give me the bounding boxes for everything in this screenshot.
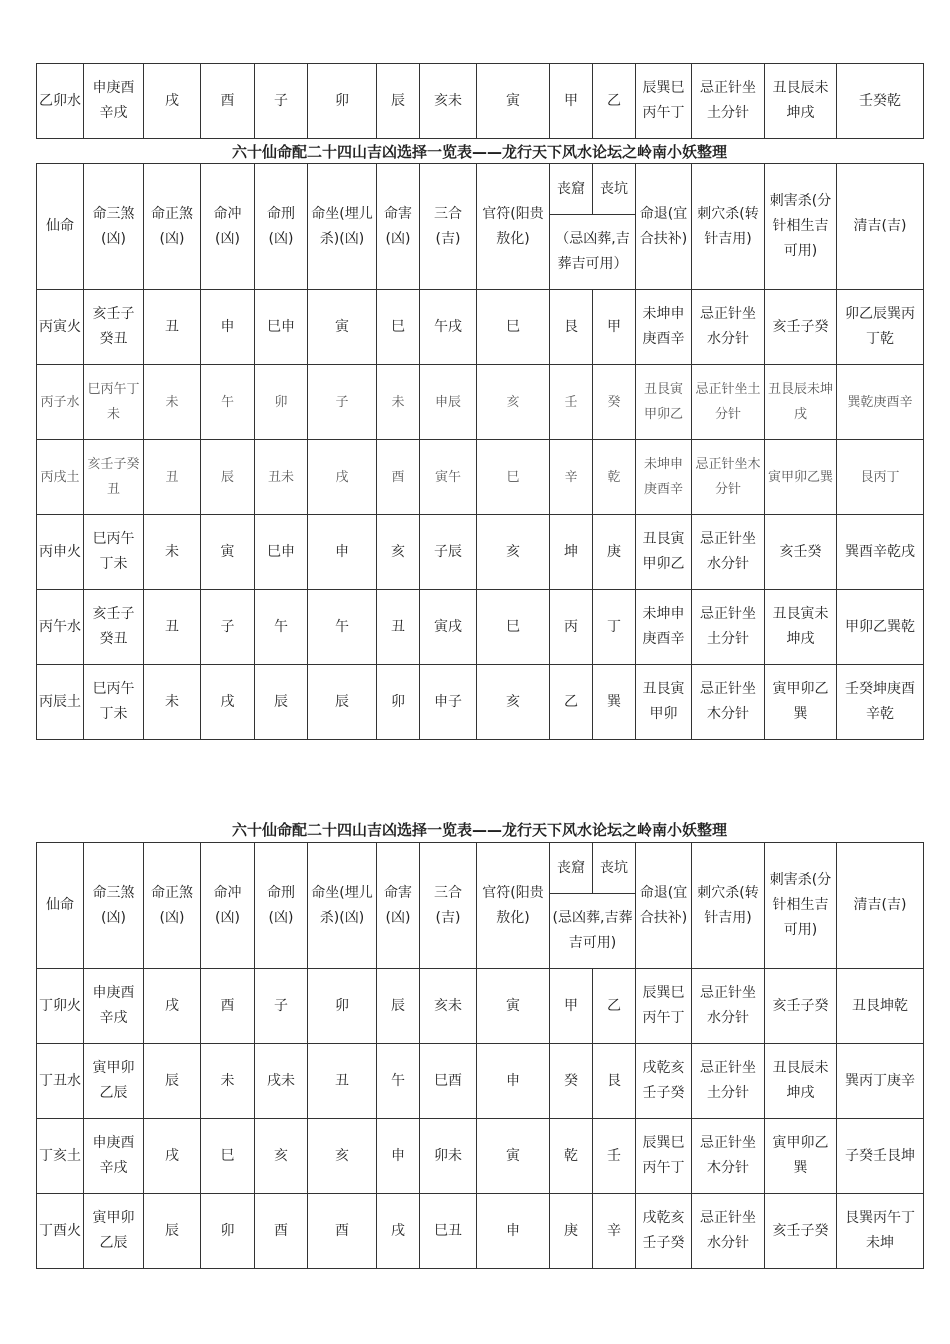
table-row	[37, 515, 924, 590]
table-cell: 亥壬子癸丑	[84, 590, 144, 665]
table-cell: 辰	[377, 969, 420, 1044]
table-cell: 忌正针坐木分针	[692, 665, 765, 740]
table-cell: 亥	[477, 515, 550, 590]
table-cell: 未	[144, 665, 201, 740]
table-cell: 巳申	[255, 290, 308, 365]
table-cell: 午	[201, 365, 255, 440]
table-cell: 子辰	[420, 515, 477, 590]
row-xianming-cell: 丁酉火	[37, 1194, 84, 1269]
table-cell: 忌正针坐木分针	[692, 440, 765, 515]
table-cell: 戌	[144, 64, 201, 139]
table-cell: 酉	[201, 969, 255, 1044]
table-cell: 申	[377, 1119, 420, 1194]
header-cixue: 刺穴杀(转针吉用)	[692, 843, 765, 969]
table-cell: 未	[377, 365, 420, 440]
table-cell: 申庚酉辛戌	[84, 64, 144, 139]
table-cell: 亥	[477, 665, 550, 740]
table-cell: 寅	[477, 64, 550, 139]
table-cell: 巽丙丁庚辛	[837, 1044, 924, 1119]
table-cell: 忌正针坐土分针	[692, 64, 765, 139]
header-cihai: 刺害杀(分针相生吉可用)	[765, 843, 837, 969]
table-row	[37, 665, 924, 740]
table-cell: 戌乾亥壬子癸	[636, 1194, 692, 1269]
table-cell: 辰	[201, 440, 255, 515]
table-cell: 辛	[550, 440, 593, 515]
table-cell: 子	[255, 64, 308, 139]
table-cell: 未坤申庚酉辛	[636, 290, 692, 365]
header-sang-note: (忌凶葬,吉葬吉可用)	[550, 894, 636, 969]
table-cell: 寅午	[420, 440, 477, 515]
table-cell: 亥未	[420, 64, 477, 139]
table-cell: 申	[477, 1044, 550, 1119]
table-cell: 卯	[255, 365, 308, 440]
row-xianming-cell: 丁卯火	[37, 969, 84, 1044]
table-title: 六十仙命配二十四山吉凶选择一览表——龙行天下风水论坛之岭南小妖整理	[231, 143, 727, 161]
table-cell: 艮	[593, 1044, 636, 1119]
table-cell: 忌正针坐水分针	[692, 515, 765, 590]
table-cell: 卯	[308, 64, 377, 139]
table-cell: 亥壬癸	[765, 515, 837, 590]
table-cell: 丑	[144, 440, 201, 515]
header-sanhe: 三合(吉)	[420, 843, 477, 969]
table-row	[37, 1194, 924, 1269]
table-row	[37, 590, 924, 665]
table-cell: 申	[201, 290, 255, 365]
table-cell: 巳丙午丁未	[84, 665, 144, 740]
table-cell: 忌正针坐水分针	[692, 1194, 765, 1269]
table-cell: 艮巽丙午丁未坤	[837, 1194, 924, 1269]
table-cell: 亥壬子癸丑	[84, 440, 144, 515]
table-cell: 丑艮辰未坤戌	[765, 64, 837, 139]
table-cell: 壬癸乾	[837, 64, 924, 139]
table-row	[37, 64, 924, 139]
header-guanfu: 官符(阳贵敖化)	[477, 164, 550, 290]
table-cell: 辰	[144, 1044, 201, 1119]
table-cell: 巳丑	[420, 1194, 477, 1269]
table-cell: 丑	[144, 290, 201, 365]
table-cell: 寅甲卯乙辰	[84, 1194, 144, 1269]
header-sangkeng: 丧坑	[593, 843, 636, 894]
table-cell: 亥壬子癸丑	[84, 290, 144, 365]
header-sanhe: 三合(吉)	[420, 164, 477, 290]
row-xianming-cell: 丁丑水	[37, 1044, 84, 1119]
table-cell: 甲	[550, 969, 593, 1044]
header-sansha: 命三煞(凶)	[84, 164, 144, 290]
table-cell: 丑艮坤乾	[837, 969, 924, 1044]
table-row	[37, 365, 924, 440]
header-chong: 命冲(凶)	[201, 164, 255, 290]
table-cell: 寅甲卯乙巽	[765, 665, 837, 740]
table-cell: 亥未	[420, 969, 477, 1044]
header-xing: 命刑(凶)	[255, 164, 308, 290]
table-cell: 丑	[144, 590, 201, 665]
row-xianming-cell: 乙卯水	[37, 64, 84, 139]
table-cell: 亥	[255, 1119, 308, 1194]
table-cell: 戌	[144, 1119, 201, 1194]
table-cell: 卯乙辰巽丙丁乾	[837, 290, 924, 365]
table-cell: 戌	[144, 969, 201, 1044]
table-cell: 寅	[201, 515, 255, 590]
table-cell: 乾	[593, 440, 636, 515]
table-cell: 申庚酉辛戌	[84, 969, 144, 1044]
header-zhengsha: 命正煞(凶)	[144, 164, 201, 290]
table-cell: 申庚酉辛戌	[84, 1119, 144, 1194]
table-cell: 甲卯乙巽乾	[837, 590, 924, 665]
table-cell: 寅戌	[420, 590, 477, 665]
table-cell: 忌正针坐土分针	[692, 365, 765, 440]
table-cell: 戌	[377, 1194, 420, 1269]
header-cihai: 刺害杀(分针相生吉可用)	[765, 164, 837, 290]
table-cell: 辰巽巳丙午丁	[636, 64, 692, 139]
table-cell: 巽乾庚酉辛	[837, 365, 924, 440]
row-xianming-cell: 丙寅火	[37, 290, 84, 365]
table-cell: 戌	[201, 665, 255, 740]
table-cell: 巽酉辛乾戌	[837, 515, 924, 590]
row-xianming-cell: 丙午水	[37, 590, 84, 665]
table-cell: 癸	[593, 365, 636, 440]
row-xianming-cell: 丙申火	[37, 515, 84, 590]
table-cell: 子	[201, 590, 255, 665]
table-cell: 丑艮寅甲卯乙	[636, 515, 692, 590]
table-cell: 未	[201, 1044, 255, 1119]
table-cell: 丑	[308, 1044, 377, 1119]
table-cell: 巳	[477, 590, 550, 665]
table-cell: 午戌	[420, 290, 477, 365]
table-cell: 亥壬子癸	[765, 969, 837, 1044]
table-cell: 癸	[550, 1044, 593, 1119]
table-cell: 戌未	[255, 1044, 308, 1119]
table-cell: 艮	[550, 290, 593, 365]
table-row	[37, 969, 924, 1044]
table-cell: 寅	[477, 969, 550, 1044]
header-hai: 命害(凶)	[377, 164, 420, 290]
table-cell: 卯	[308, 969, 377, 1044]
table-cell: 戌乾亥壬子癸	[636, 1044, 692, 1119]
table-cell: 巳丙午丁未	[84, 365, 144, 440]
table-cell: 甲	[550, 64, 593, 139]
table-cell: 忌正针坐土分针	[692, 590, 765, 665]
table-cell: 巳丙午丁未	[84, 515, 144, 590]
table-cell: 未坤申庚酉辛	[636, 440, 692, 515]
table-cell: 亥壬子癸	[765, 1194, 837, 1269]
table-cell: 未	[144, 515, 201, 590]
table-cell: 巽	[593, 665, 636, 740]
table-cell: 子	[255, 969, 308, 1044]
table-cell: 申	[308, 515, 377, 590]
table-cell: 酉	[377, 440, 420, 515]
row-xianming-cell: 丙戌土	[37, 440, 84, 515]
header-xianming: 仙命	[37, 843, 84, 969]
header-sansha: 命三煞(凶)	[84, 843, 144, 969]
table-cell: 戌	[308, 440, 377, 515]
table-cell: 卯	[201, 1194, 255, 1269]
header-cixue: 刺穴杀(转针吉用)	[692, 164, 765, 290]
table-cell: 乙	[550, 665, 593, 740]
table-cell: 未	[144, 365, 201, 440]
table-cell: 卯	[377, 665, 420, 740]
table-cell: 辛	[593, 1194, 636, 1269]
table-cell: 丑艮辰未坤戌	[765, 365, 837, 440]
table-cell: 壬癸坤庚酉辛乾	[837, 665, 924, 740]
table-cell: 辰	[377, 64, 420, 139]
table-cell: 亥	[477, 365, 550, 440]
header-zuo: 命坐(埋儿杀)(凶)	[308, 843, 377, 969]
table-cell: 午	[377, 1044, 420, 1119]
table-cell: 寅甲卯乙巽	[765, 1119, 837, 1194]
table-cell: 亥	[377, 515, 420, 590]
table-cell: 巳	[477, 290, 550, 365]
table-cell: 子	[308, 365, 377, 440]
table-cell: 忌正针坐水分针	[692, 290, 765, 365]
table-cell: 辰巽巳丙午丁	[636, 969, 692, 1044]
header-qingji: 清吉(吉)	[837, 843, 924, 969]
table-cell: 坤	[550, 515, 593, 590]
header-guanfu: 官符(阳贵敖化)	[477, 843, 550, 969]
table-cell: 庚	[593, 515, 636, 590]
row-xianming-cell: 丁亥土	[37, 1119, 84, 1194]
table-cell: 卯未	[420, 1119, 477, 1194]
table-cell: 丑艮辰未坤戌	[765, 1044, 837, 1119]
table-cell: 辰巽巳丙午丁	[636, 1119, 692, 1194]
table-cell: 午	[255, 590, 308, 665]
table-cell: 乙	[593, 969, 636, 1044]
table-cell: 壬	[593, 1119, 636, 1194]
table-cell: 丑	[377, 590, 420, 665]
table-cell: 乾	[550, 1119, 593, 1194]
table-cell: 未坤申庚酉辛	[636, 590, 692, 665]
header-xing: 命刑(凶)	[255, 843, 308, 969]
table-cell: 丑未	[255, 440, 308, 515]
table-cell: 寅甲卯乙辰	[84, 1044, 144, 1119]
table-cell: 巳	[201, 1119, 255, 1194]
table-cell: 辰	[255, 665, 308, 740]
table-ding	[36, 842, 924, 1269]
header-sangkeng: 丧坑	[593, 164, 636, 215]
table-cell: 辰	[144, 1194, 201, 1269]
table-cell: 忌正针坐土分针	[692, 1044, 765, 1119]
header-xianming: 仙命	[37, 164, 84, 290]
header-hai: 命害(凶)	[377, 843, 420, 969]
table-cell: 亥	[308, 1119, 377, 1194]
header-zuo: 命坐(埋儿杀)(凶)	[308, 164, 377, 290]
header-qingji: 清吉(吉)	[837, 164, 924, 290]
table-row	[37, 440, 924, 515]
table-cell: 子癸壬艮坤	[837, 1119, 924, 1194]
table-cell: 甲	[593, 290, 636, 365]
table-cell: 申子	[420, 665, 477, 740]
header-chong: 命冲(凶)	[201, 843, 255, 969]
table-cell: 辰	[308, 665, 377, 740]
table-cell: 午	[308, 590, 377, 665]
table-row	[37, 1119, 924, 1194]
row-xianming-cell: 丙辰土	[37, 665, 84, 740]
table-cell: 丙	[550, 590, 593, 665]
table-cell: 丑艮寅甲卯	[636, 665, 692, 740]
row-xianming-cell: 丙子水	[37, 365, 84, 440]
top-partial-table	[36, 63, 924, 139]
table-cell: 丁	[593, 590, 636, 665]
header-tui: 命退(宜合扶补)	[636, 843, 692, 969]
table-cell: 申	[477, 1194, 550, 1269]
table-cell: 寅甲卯乙巽	[765, 440, 837, 515]
header-sangku: 丧窟	[550, 843, 593, 894]
table-cell: 艮丙丁	[837, 440, 924, 515]
table-cell: 丑艮寅甲卯乙	[636, 365, 692, 440]
header-sang-note: （忌凶葬,吉葬吉可用）	[550, 215, 636, 290]
table-cell: 酉	[255, 1194, 308, 1269]
table-cell: 巳	[377, 290, 420, 365]
table-row	[37, 290, 924, 365]
header-zhengsha: 命正煞(凶)	[144, 843, 201, 969]
table-cell: 申辰	[420, 365, 477, 440]
table-cell: 酉	[308, 1194, 377, 1269]
table-cell: 巳酉	[420, 1044, 477, 1119]
table-cell: 壬	[550, 365, 593, 440]
table-row	[37, 1044, 924, 1119]
table-cell: 酉	[201, 64, 255, 139]
table-cell: 巳	[477, 440, 550, 515]
table-cell: 亥壬子癸	[765, 290, 837, 365]
table-cell: 忌正针坐水分针	[692, 969, 765, 1044]
header-tui: 命退(宜合扶补)	[636, 164, 692, 290]
table-cell: 寅	[308, 290, 377, 365]
table-bing	[36, 163, 924, 740]
header-sangku: 丧窟	[550, 164, 593, 215]
table-cell: 丑艮寅未坤戌	[765, 590, 837, 665]
table-cell: 乙	[593, 64, 636, 139]
table-cell: 忌正针坐木分针	[692, 1119, 765, 1194]
table-cell: 庚	[550, 1194, 593, 1269]
table-title: 六十仙命配二十四山吉凶选择一览表——龙行天下风水论坛之岭南小妖整理	[231, 821, 727, 839]
table-cell: 巳申	[255, 515, 308, 590]
table-cell: 寅	[477, 1119, 550, 1194]
